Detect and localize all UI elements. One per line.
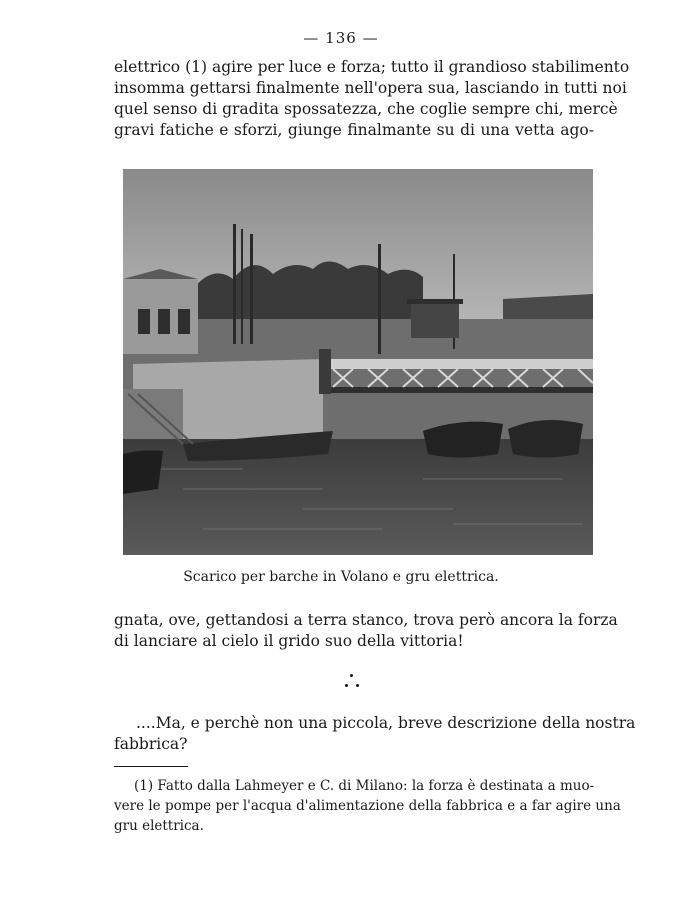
page-number: — 136 —: [303, 29, 379, 47]
text-line: gravi fatiche e sforzi, giunge finalmante su di una vetta ago-: [114, 121, 594, 139]
paragraph-2: [114, 610, 618, 652]
text-line: ....Ma, e perchè non una piccola, breve descrizione della nostra: [136, 714, 636, 732]
text-line: fabbrica?: [114, 735, 188, 753]
footnote-line: (1) Fatto dalla Lahmeyer e C. di Milano: la forza è destinata a muo-: [134, 778, 595, 794]
paragraph-1: [114, 57, 630, 141]
paragraph-3: [114, 713, 636, 755]
text-line: quel senso di gradita spossatezza, che coglie sempre chi, mercè: [114, 100, 618, 118]
footnote-line: gru elettrica.: [114, 818, 204, 834]
photograph-canal-bridge: [123, 169, 593, 555]
footnote: [114, 776, 621, 836]
text-line: gnata, ove, gettandosi a terra stanco, trova però ancora la forza: [114, 611, 618, 629]
figure-caption: Scarico per barche in Volano e gru elettrica.: [183, 569, 499, 585]
footnote-line: vere le pompe per l'acqua d'alimentazione della fabbrica e a far agire una: [114, 798, 621, 814]
asterism-separator: [340, 672, 364, 692]
text-line: elettrico (1) agire per luce e forza; tutto il grandioso stabilimento: [114, 58, 630, 76]
photo-illustration: [123, 169, 593, 555]
footnote-divider: [114, 766, 188, 767]
text-line: di lanciare al cielo il grido suo della vittoria!: [114, 632, 464, 650]
text-line: insomma gettarsi finalmente nell'opera sua, lasciando in tutti noi: [114, 79, 627, 97]
